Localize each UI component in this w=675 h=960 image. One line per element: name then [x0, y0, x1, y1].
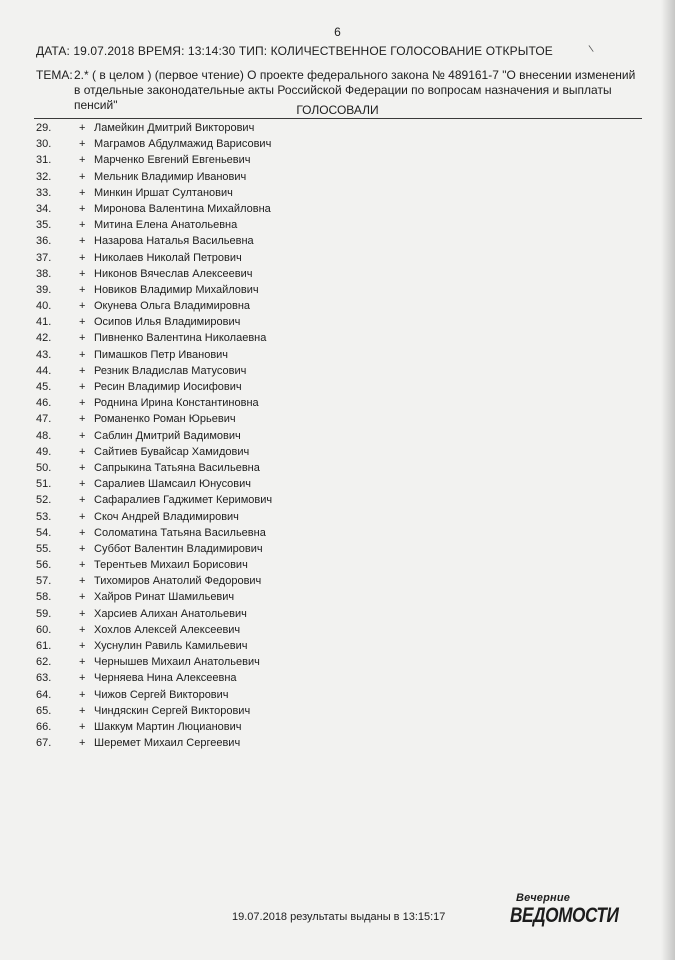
vote-mark: +	[79, 429, 86, 442]
section-divider	[34, 118, 642, 119]
logo-main-word: ВЕДОМОСТИ	[510, 904, 619, 927]
vote-mark: +	[79, 575, 86, 588]
vote-num: 64.	[36, 688, 52, 701]
vote-name: Сапрыкина Татьяна Васильевна	[94, 461, 260, 474]
vote-mark: +	[79, 332, 86, 345]
vote-num: 65.	[36, 704, 52, 717]
vote-num: 63.	[36, 672, 52, 685]
vote-name: Миронова Валентина Михайловна	[94, 202, 271, 215]
vote-num: 41.	[36, 316, 52, 329]
vote-num: 59.	[36, 607, 52, 620]
vote-mark: +	[79, 122, 86, 134]
vote-num: 44.	[36, 364, 52, 377]
vote-mark: +	[79, 219, 86, 232]
vote-mark: +	[79, 623, 86, 636]
vote-num: 37.	[36, 251, 52, 264]
vote-name: Николаев Николай Петрович	[94, 251, 242, 264]
vote-mark: +	[79, 397, 86, 410]
vote-mark: +	[79, 720, 86, 733]
vote-mark: +	[79, 526, 86, 539]
vote-name: Сайтиев Бувайсар Хамидович	[94, 445, 250, 458]
page-number: 6	[334, 25, 341, 39]
tema-text: 2.* ( в целом ) (первое чтение) О проекте федерального закона № 489161-7 "О внесении изменений в отдельные законодательные акты Российской Федерации по вопросам назначения и выплаты пенсий"	[74, 68, 636, 112]
vote-num: 55.	[36, 542, 52, 555]
vote-mark: +	[79, 364, 86, 377]
vote-mark: +	[79, 607, 86, 620]
vote-name: Чиндяскин Сергей Викторович	[94, 704, 251, 717]
vote-name: Резник Владислав Матусович	[94, 364, 247, 377]
vote-name: Митина Елена Анатольевна	[94, 219, 238, 232]
vote-name: Харсиев Алихан Анатольевич	[94, 607, 247, 620]
vote-name: Черняева Нина Алексеевна	[94, 672, 237, 685]
vote-mark: +	[79, 348, 86, 361]
vote-name: Хайров Ринат Шамильевич	[94, 591, 235, 604]
vote-mark: +	[79, 478, 86, 491]
vote-name: Хуснулин Равиль Камильевич	[94, 640, 248, 652]
vote-mark: +	[79, 381, 86, 393]
vote-num: 52.	[36, 494, 52, 507]
vote-info-line: ДАТА: 19.07.2018 ВРЕМЯ: 13:14:30 ТИП: КОЛИЧЕСТВЕННОЕ ГОЛОСОВАНИЕ ОТКРЫТОЕ	[36, 44, 553, 58]
vote-num: 35.	[36, 219, 52, 232]
vote-num: 29.	[36, 122, 52, 134]
vote-num: 30.	[36, 138, 52, 151]
vote-num: 45.	[36, 381, 52, 393]
vote-name: Тихомиров Анатолий Федорович	[94, 575, 262, 588]
vote-mark: +	[79, 656, 86, 669]
vote-num: 38.	[36, 267, 52, 280]
vote-name: Минкин Иршат Султанович	[94, 186, 233, 199]
vote-mark: +	[79, 542, 86, 555]
vote-num: 61.	[36, 640, 52, 652]
vote-name: Шеремет Михаил Сергеевич	[94, 737, 241, 750]
vote-num: 39.	[36, 283, 52, 296]
vote-mark: +	[79, 640, 86, 652]
vote-mark: +	[79, 510, 86, 523]
vote-num: 53.	[36, 510, 52, 523]
vote-name: Пивненко Валентина Николаевна	[94, 332, 267, 345]
vote-num: 48.	[36, 429, 52, 442]
vote-num: 60.	[36, 623, 52, 636]
vote-mark: +	[79, 737, 86, 750]
vote-num: 32.	[36, 170, 52, 183]
corner-mark: \	[588, 43, 595, 56]
vote-mark: +	[79, 461, 86, 474]
page-shadow-edge	[661, 0, 675, 960]
vote-num: 34.	[36, 202, 52, 215]
vote-mark: +	[79, 251, 86, 264]
logo-top-word: Вечерние	[516, 892, 571, 904]
vote-mark: +	[79, 494, 86, 507]
vote-name: Суббот Валентин Владимирович	[94, 542, 263, 555]
vote-mark: +	[79, 186, 86, 199]
vote-mark: +	[79, 688, 86, 701]
vote-mark: +	[79, 445, 86, 458]
vote-mark: +	[79, 316, 86, 329]
vote-mark: +	[79, 672, 86, 685]
vote-num: 58.	[36, 591, 52, 604]
vote-mark: +	[79, 138, 86, 151]
vote-name: Никонов Вячеслав Алексеевич	[94, 267, 253, 280]
vote-name: Назарова Наталья Васильевна	[94, 235, 254, 248]
vote-num: 42.	[36, 332, 52, 345]
vote-mark: +	[79, 170, 86, 183]
vote-mark: +	[79, 202, 86, 215]
vote-name: Новиков Владимир Михайлович	[94, 283, 259, 296]
vote-name: Ресин Владимир Иосифович	[94, 381, 242, 393]
vote-num: 51.	[36, 478, 52, 491]
vote-name: Окунева Ольга Владимировна	[94, 300, 251, 313]
vote-name: Соломатина Татьяна Васильевна	[94, 526, 266, 539]
vote-name: Ламейкин Дмитрий Викторович	[94, 122, 255, 134]
vote-num: 67.	[36, 737, 52, 750]
vote-num: 47.	[36, 413, 52, 426]
vote-name: Роднина Ирина Константиновна	[94, 397, 259, 410]
vote-num: 62.	[36, 656, 52, 669]
section-title: ГОЛОСОВАЛИ	[296, 103, 379, 117]
vote-name: Чернышев Михаил Анатольевич	[94, 656, 260, 669]
vote-num: 46.	[36, 397, 52, 410]
vote-name: Сафаралиев Гаджимет Керимович	[94, 494, 273, 507]
vote-name: Марченко Евгений Евгеньевич	[94, 154, 251, 167]
vote-name: Шаккум Мартин Люцианович	[94, 720, 242, 733]
vote-name: Романенко Роман Юрьевич	[94, 413, 236, 426]
vote-name: Терентьев Михаил Борисович	[94, 559, 248, 572]
vote-mark: +	[79, 559, 86, 572]
vote-name: Пимашков Петр Иванович	[94, 348, 229, 361]
vote-mark: +	[79, 704, 86, 717]
vote-mark: +	[79, 235, 86, 248]
vote-name: Осипов Илья Владимирович	[94, 316, 241, 329]
vote-name: Хохлов Алексей Алексеевич	[94, 623, 241, 636]
vote-num: 36.	[36, 235, 52, 248]
vote-mark: +	[79, 300, 86, 313]
vote-num: 54.	[36, 526, 52, 539]
vote-name: Саралиев Шамсаил Юнусович	[94, 478, 252, 491]
vote-name: Чижов Сергей Викторович	[94, 688, 229, 701]
footer-issued-text: 19.07.2018 результаты выданы в 13:15:17	[232, 911, 446, 923]
vote-name: Мельник Владимир Иванович	[94, 170, 247, 183]
vedomosti-logo	[506, 892, 618, 934]
vote-num: 33.	[36, 186, 52, 199]
vote-name: Саблин Дмитрий Вадимович	[94, 429, 241, 442]
vote-num: 49.	[36, 445, 52, 458]
tema-label: ТЕМА:	[36, 68, 73, 82]
vote-num: 40.	[36, 300, 52, 313]
vote-num: 50.	[36, 461, 52, 474]
vote-name: Маграмов Абдулмажид Варисович	[94, 138, 272, 151]
vote-mark: +	[79, 591, 86, 604]
vote-num: 57.	[36, 575, 52, 588]
vote-mark: +	[79, 154, 86, 167]
vote-name: Скоч Андрей Владимирович	[94, 510, 239, 523]
vote-mark: +	[79, 283, 86, 296]
vote-mark: +	[79, 413, 86, 426]
vote-mark: +	[79, 267, 86, 280]
vote-num: 56.	[36, 559, 52, 572]
vote-num: 31.	[36, 154, 52, 167]
vote-num: 43.	[36, 348, 52, 361]
vote-num: 66.	[36, 720, 52, 733]
